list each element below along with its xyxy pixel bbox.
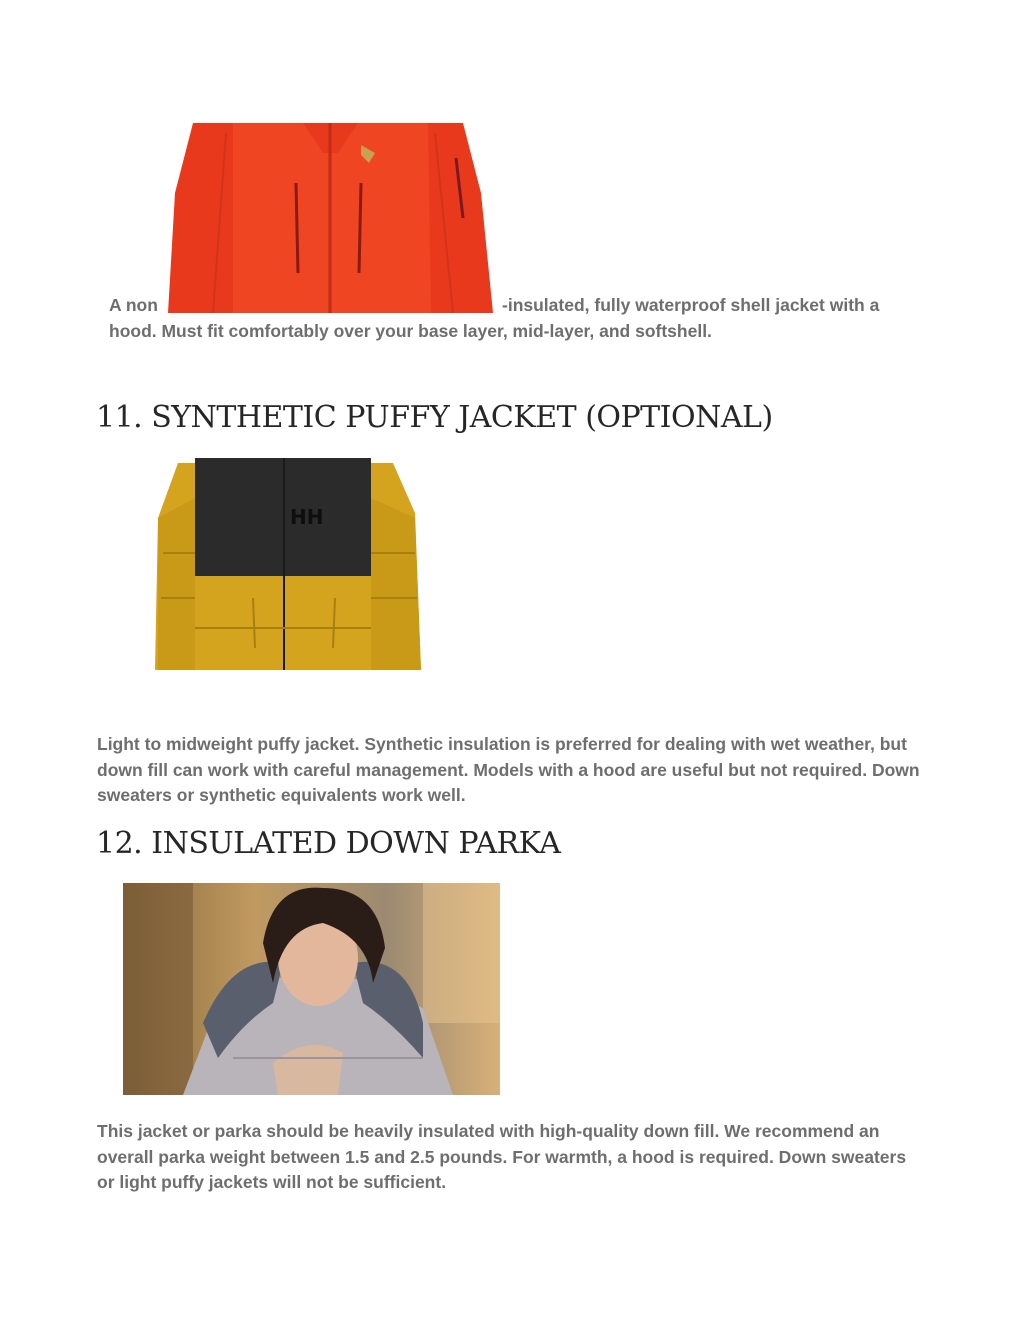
down-parka-heading: 12. INSULATED DOWN PARKA	[96, 826, 561, 861]
shell-text-after: -insulated, fully waterproof shell jacket with a	[502, 295, 880, 315]
synthetic-puffy-heading: 11. SYNTHETIC PUFFY JACKET (OPTIONAL)	[96, 400, 773, 435]
synthetic-puffy-image	[103, 458, 473, 670]
down-parka-description: This jacket or parka should be heavily insulated with high-quality down fill. We recommend an overall parka weight between 1.5 and 2.5 pounds. For warmth, a hood is required. Down sweaters or light puffy jackets will not be sufficient.	[97, 1121, 907, 1192]
synthetic-puffy-description: Light to midweight puffy jacket. Synthetic insulation is preferred for dealing with wet weather, but down fill can work with careful management. Models with a hood are useful but not required. Down sweaters or synthetic equivalents work well.	[97, 734, 920, 805]
down-parka-image	[123, 883, 500, 1095]
svg-text:HH: HH	[290, 505, 324, 529]
shell-jacket-image	[163, 123, 498, 313]
shell-text-before: A non	[109, 295, 158, 315]
shell-text-line2: hood. Must fit comfortably over your base layer, mid-layer, and softshell.	[109, 320, 712, 341]
